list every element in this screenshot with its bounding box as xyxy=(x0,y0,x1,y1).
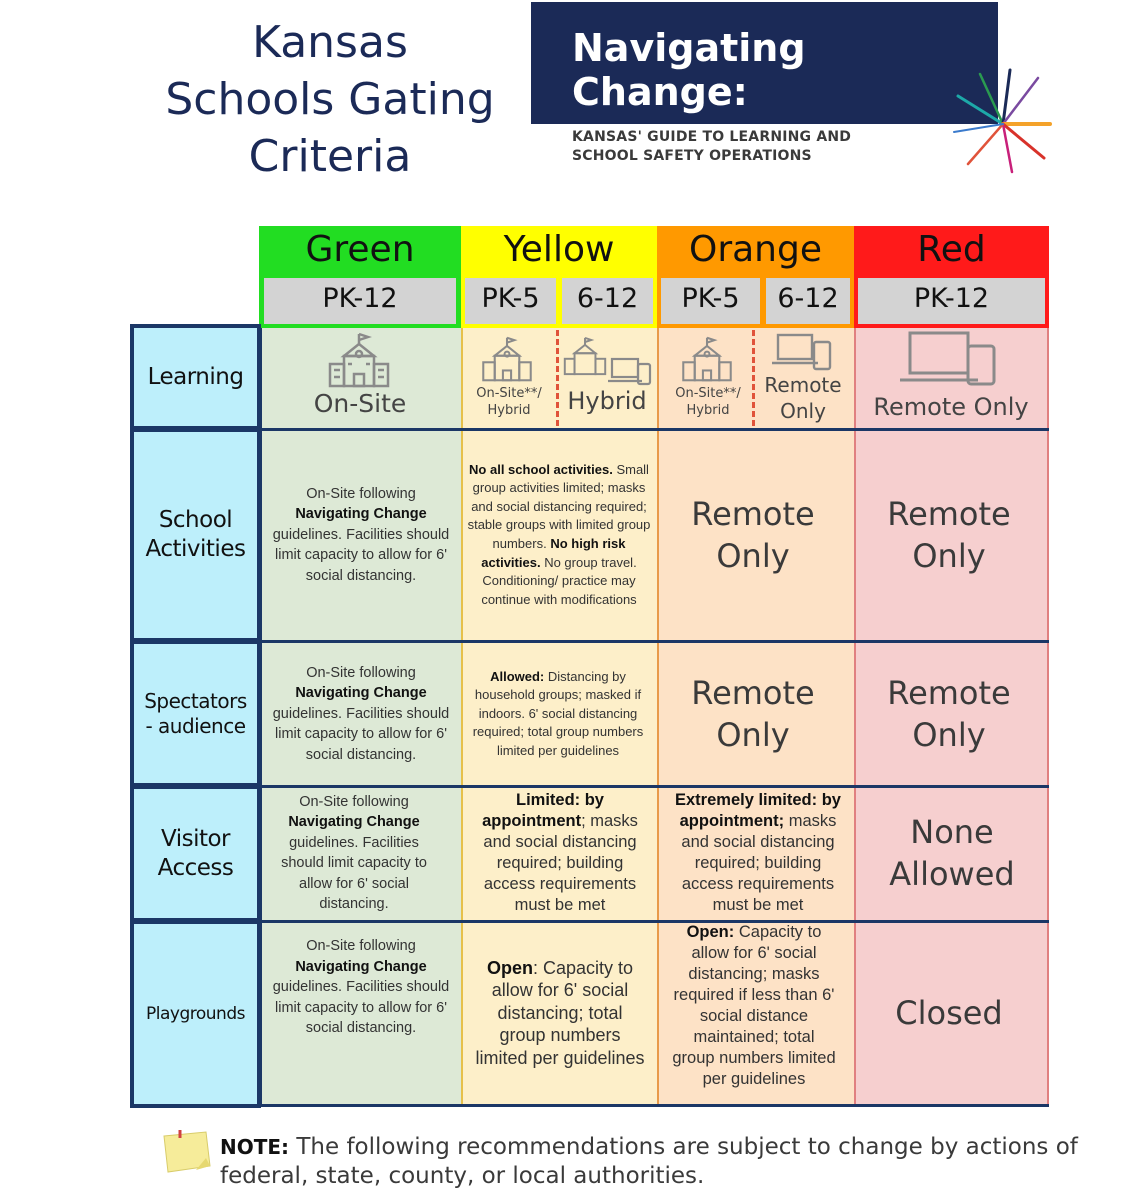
level-red-header xyxy=(854,226,1049,274)
row-label-visitor-access: Visitor Access xyxy=(130,785,261,922)
laptop-tablet-icon xyxy=(772,332,832,372)
row-label-spectators: Spectators - audience xyxy=(130,640,261,787)
grade-split-divider xyxy=(752,330,755,426)
level-green-label: Green xyxy=(305,229,415,270)
banner-subtitle-line: KANSAS' GUIDE TO LEARNING AND xyxy=(572,129,852,145)
activities-red-text: Remote Only xyxy=(887,495,1011,575)
grade-yellow-612: 6-12 xyxy=(562,278,653,324)
spectators-yellow-text: Allowed: Distancing by household groups; masked if indoors. 6' social distancing required; total group numbers limited per guidelines xyxy=(472,668,644,758)
note-body: The following recommendations are subject to change by actions of federal, state, county, or local authorities. xyxy=(220,1134,1078,1189)
spectators-red-text: Remote Only xyxy=(887,674,1011,754)
row-divider xyxy=(259,1104,1049,1107)
grade-red-pk12: PK-12 xyxy=(858,278,1045,324)
grade-green-pk12: PK-12 xyxy=(264,278,456,324)
visitor-red-text: None Allowed xyxy=(889,813,1015,893)
level-orange-header xyxy=(657,226,854,274)
activities-orange-text: Remote Only xyxy=(691,495,815,575)
banner-title-line: Navigating xyxy=(572,26,806,70)
learning-orange-pk5-text: On-Site**/ Hybrid xyxy=(675,386,741,418)
spectators-green-text: On-Site following Navigating Change guidelines. Facilities should limit capacity to allow for 6' social distancing. xyxy=(272,664,450,763)
banner-subtitle-line: SCHOOL SAFETY OPERATIONS xyxy=(572,148,812,164)
playgrounds-red-text: Closed xyxy=(895,994,1003,1032)
learning-red-text: Remote Only xyxy=(873,393,1029,421)
school-building-icon xyxy=(562,336,608,376)
school-building-icon xyxy=(680,336,734,382)
playgrounds-yellow-text: Open: Capacity to allow for 6' social distancing; total group numbers limited per guidelines xyxy=(475,957,645,1068)
grade-orange-612: 6-12 xyxy=(766,278,850,324)
row-divider xyxy=(259,640,1049,643)
row-divider xyxy=(259,920,1049,923)
learning-yellow-612-text: Hybrid xyxy=(567,387,647,415)
title-line: Schools Gating xyxy=(165,74,495,125)
row-label-school-activities: School Activities xyxy=(130,428,261,642)
banner-title-line: Change: xyxy=(572,70,748,114)
level-green-header xyxy=(259,226,461,274)
visitor-orange-text: Extremely limited: by appointment; masks and social distancing required; building access requirements must be met xyxy=(675,791,841,914)
note xyxy=(220,1133,1080,1191)
laptop-tablet-icon xyxy=(898,330,998,388)
main-title xyxy=(150,14,510,185)
row-label-learning: Learning xyxy=(130,324,261,430)
level-yellow-label: Yellow xyxy=(503,229,615,270)
row-divider xyxy=(259,428,1049,431)
grade-yellow-pk5: PK-5 xyxy=(465,278,556,324)
row-label-playgrounds: Playgrounds xyxy=(130,920,261,1108)
school-building-icon xyxy=(326,332,392,388)
playgrounds-green-text: On-Site following Navigating Change guidelines. Facilities should limit capacity to allow for 6' social distancing. xyxy=(272,938,450,1036)
learning-yellow-pk5-text: On-Site**/ Hybrid xyxy=(476,386,542,418)
grade-orange-pk5: PK-5 xyxy=(661,278,760,324)
title-line: Criteria xyxy=(248,131,412,182)
learning-green-text: On-Site xyxy=(313,389,407,418)
laptop-tablet-icon xyxy=(608,356,652,388)
banner-title xyxy=(572,26,806,114)
spectators-orange-text: Remote Only xyxy=(691,674,815,754)
activities-yellow-text: No all school activities. Small group activities limited; masks and social distancing required; stable groups with limited group numbers. No high risk activities. No group travel. Conditioning/ practice may continue with modifications xyxy=(467,461,651,607)
title-line: Kansas xyxy=(252,17,408,68)
level-yellow-header xyxy=(461,226,657,274)
sticky-note-icon xyxy=(160,1130,212,1174)
activities-green-text: On-Site following Navigating Change guidelines. Facilities should limit capacity to allow for 6' social distancing. xyxy=(272,485,450,584)
school-building-icon xyxy=(480,336,534,382)
note-label: NOTE: xyxy=(220,1135,290,1159)
learning-orange-612-text: Remote Only xyxy=(764,373,842,423)
visitor-green-text: On-Site following Navigating Change guidelines. Facilities should limit capacity to allow for 6' social distancing. xyxy=(281,793,427,912)
visitor-yellow-text: Limited: by appointment; masks and social distancing required; building access requirements must be met xyxy=(482,791,638,914)
playgrounds-orange-text: Open: Capacity to allow for 6' social distancing; masks required if less than 6' social distance maintained; total group numbers limited per guidelines xyxy=(672,923,836,1088)
banner-subtitle xyxy=(572,128,851,166)
level-orange-label: Orange xyxy=(688,229,822,270)
starburst-logo-icon xyxy=(950,66,1056,176)
level-red-label: Red xyxy=(917,229,986,270)
